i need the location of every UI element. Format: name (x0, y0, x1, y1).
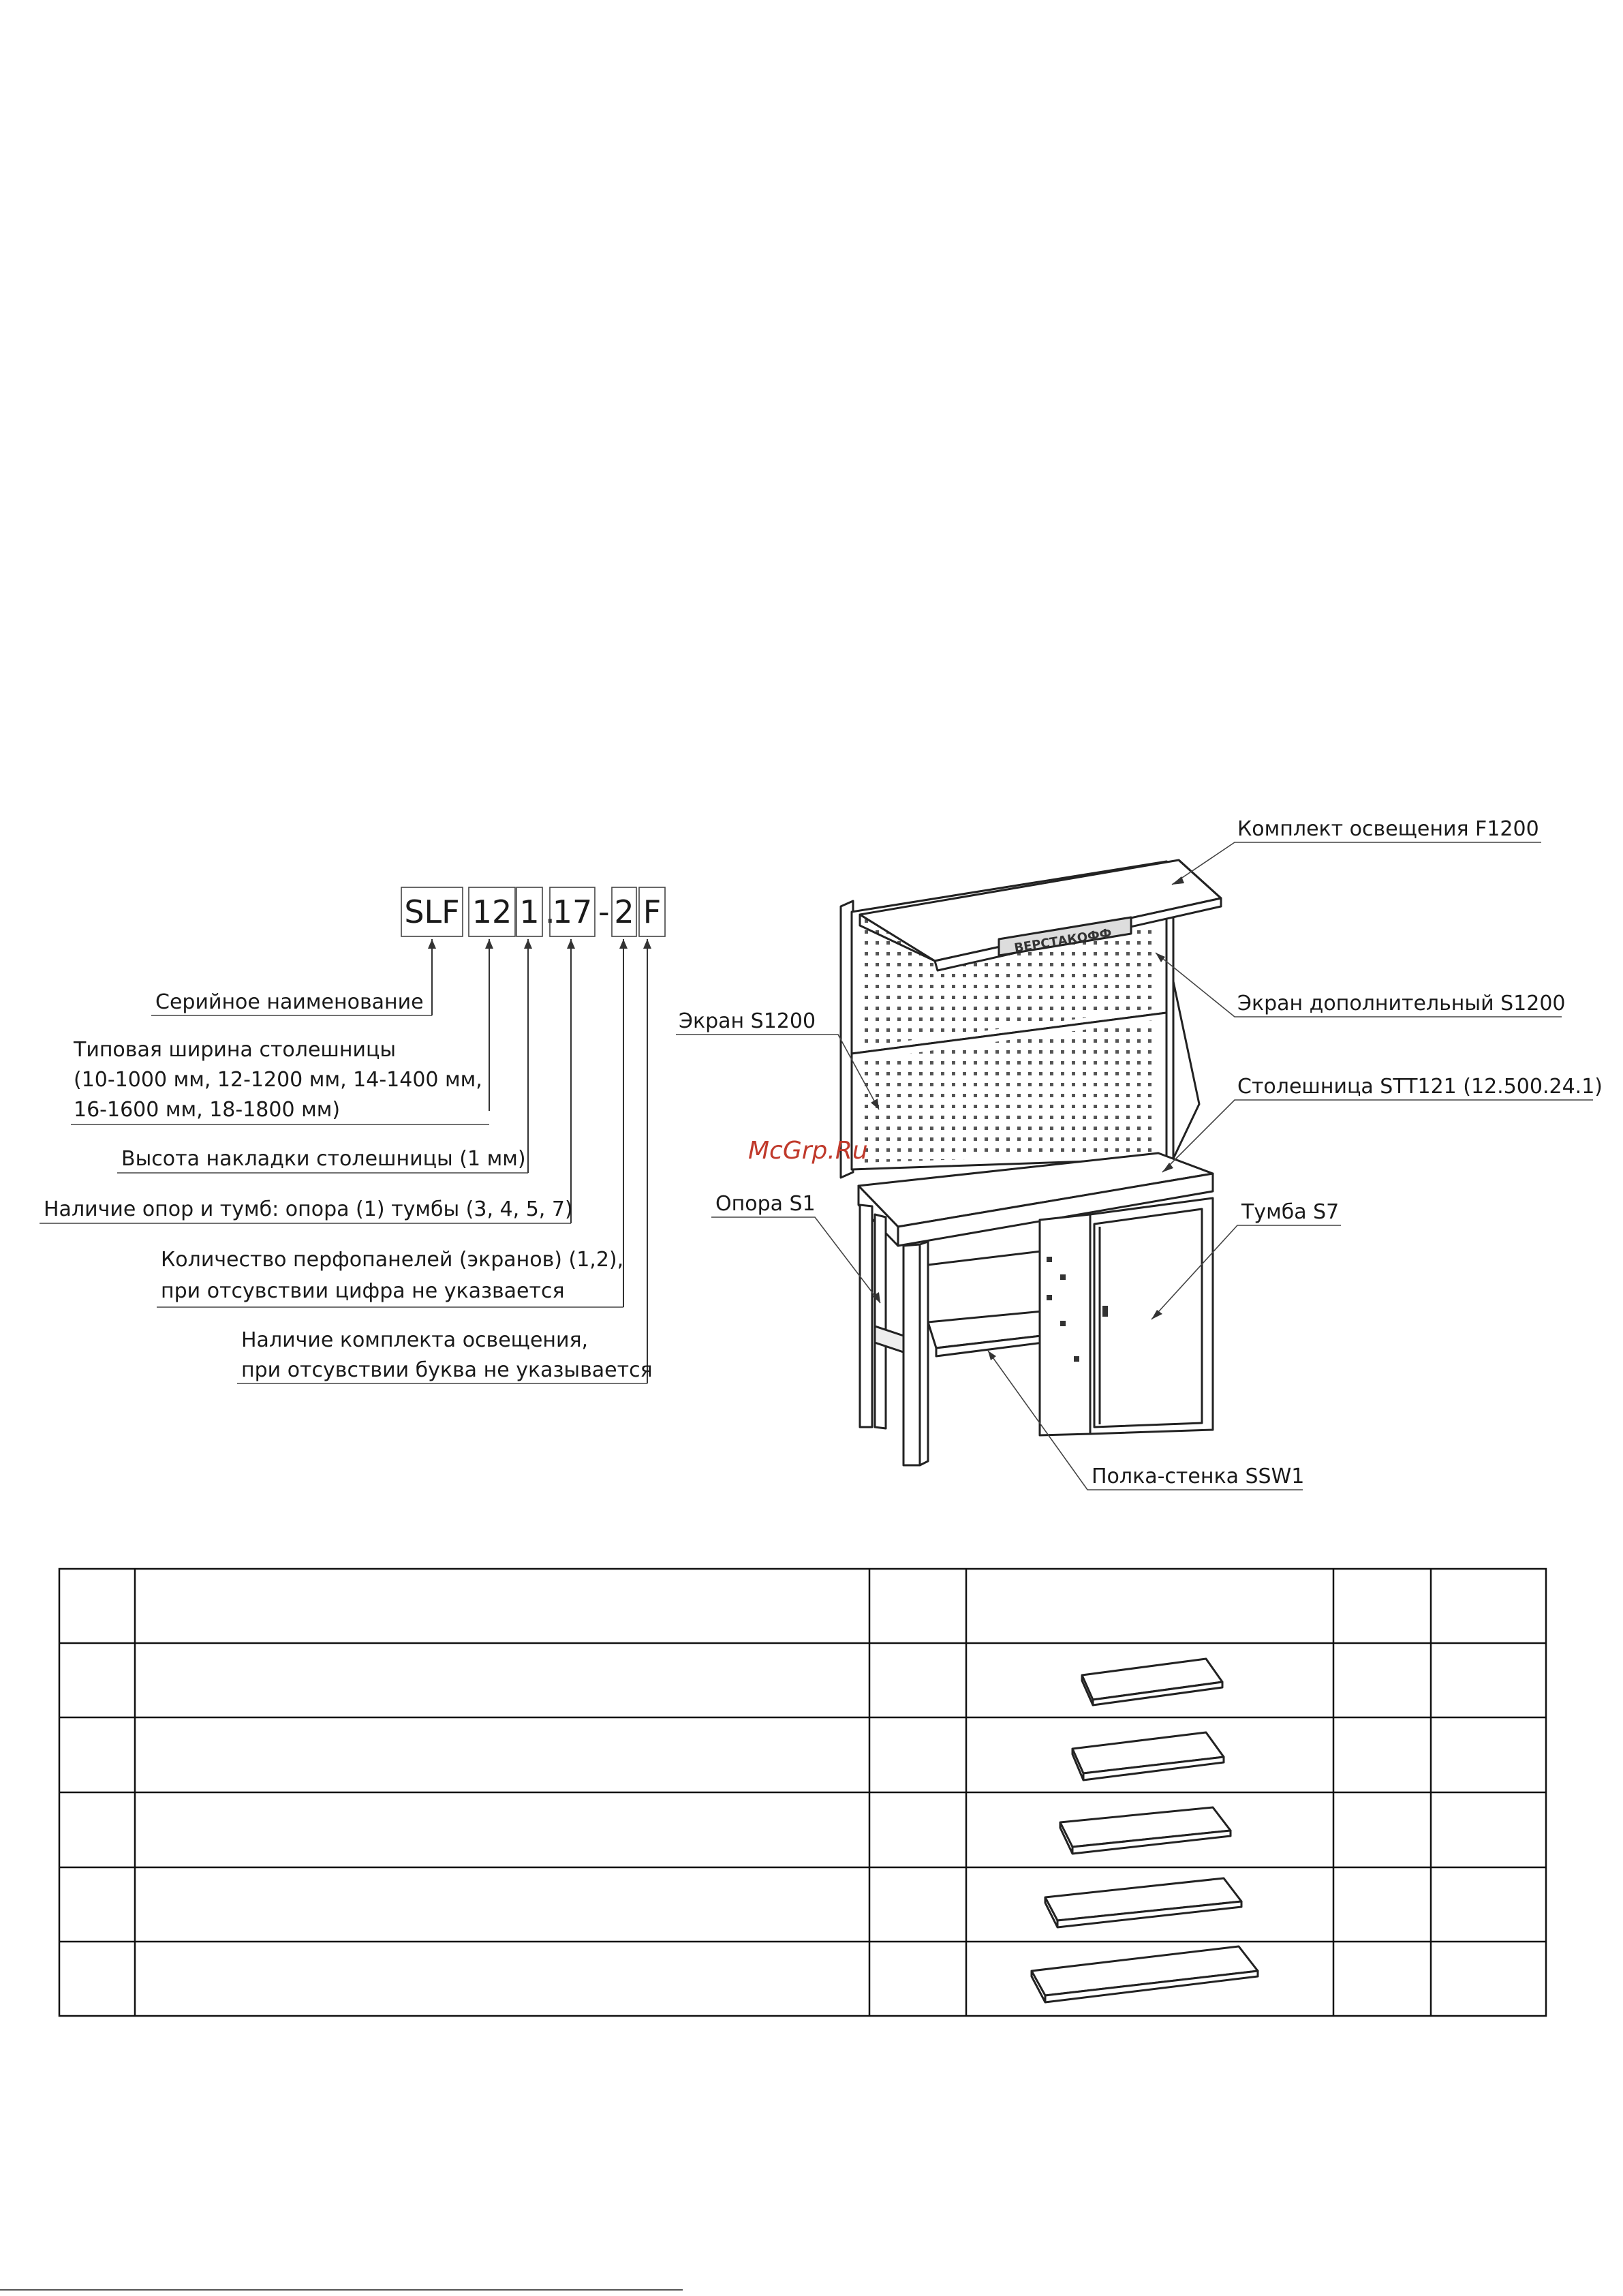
code-box-height (516, 887, 542, 936)
legend-lighting-line-1: Наличие комплекта освещения, (241, 1328, 589, 1352)
code-part-panels: 2 (614, 893, 634, 930)
legend-width-line-3: 16-1600 мм, 18-1800 мм) (74, 1098, 341, 1122)
code-part-series: SLF (404, 893, 460, 930)
legend-height-text: Высота накладки столешницы (1 мм) (121, 1147, 526, 1171)
table-row-lines (59, 1643, 1546, 1942)
code-separator-dash: - (598, 893, 610, 930)
callout-lighting (1172, 817, 1541, 885)
legend-panels (157, 1248, 623, 1307)
callout-cabinet-text: Тумба S7 (1241, 1200, 1340, 1224)
legend-series-text: Серийное наименование (155, 990, 424, 1014)
legend-lighting (237, 1328, 653, 1383)
code-box-panels (612, 887, 636, 936)
code-box-series (401, 887, 463, 936)
code-separator-dot: . (545, 893, 555, 930)
workbench-drawing (841, 860, 1221, 1465)
table-row-1-board (1082, 1659, 1222, 1705)
table-row-3-board (1060, 1807, 1231, 1854)
table-row-4-board (1045, 1878, 1241, 1927)
code-part-lighting: F (643, 893, 662, 930)
legend-series (151, 990, 432, 1015)
code-box-width (469, 887, 515, 936)
parts-table (59, 1569, 1546, 2016)
legend-supports-text: Наличие опор и тумб: опора (1) тумбы (3, 4, 5, 7) (44, 1197, 573, 1221)
callout-screen-text: Экран S1200 (679, 1009, 816, 1033)
callout-screen-extra-text: Экран дополнительный S1200 (1237, 992, 1566, 1015)
table-row-5-board (1032, 1946, 1258, 2002)
code-part-width: 12 (472, 893, 512, 930)
code-box-supports (550, 887, 595, 936)
table-row-2-board (1072, 1732, 1224, 1780)
legend-supports (40, 1197, 573, 1223)
code-box-lighting (639, 887, 665, 936)
legend-lighting-line-2: при отсувствии буква не указывается (241, 1358, 653, 1382)
legend-width-line-1: Типовая ширина столешницы (74, 1038, 397, 1062)
legend-width (71, 1038, 489, 1124)
callout-tabletop (1162, 1075, 1603, 1172)
code-part-height: 1 (519, 893, 540, 930)
watermark: McGrp.Ru (748, 1137, 868, 1165)
callout-support (711, 1192, 880, 1303)
callout-tabletop-text: Столешница STT121 (12.500.24.1) (1237, 1075, 1603, 1099)
code-part-supports: 17 (552, 893, 593, 930)
legend-width-line-2: (10-1000 мм, 12-1200 мм, 14-1400 мм, (74, 1068, 482, 1092)
callout-support-text: Опора S1 (715, 1192, 816, 1216)
legend-height (117, 1147, 528, 1173)
callout-shelf-text: Полка-стенка SSW1 (1092, 1465, 1305, 1488)
legend-panels-line-2: при отсувствии цифра не указвается (161, 1279, 565, 1303)
callout-screen-extra (1156, 953, 1566, 1017)
legend-panels-line-1: Количество перфопанелей (экранов) (1,2), (161, 1248, 624, 1272)
callout-lighting-text: Комплект освещения F1200 (1237, 817, 1539, 841)
brand-plate-text: ВЕРСТАКОФФ (1013, 925, 1113, 956)
code-breakdown (40, 887, 665, 1383)
